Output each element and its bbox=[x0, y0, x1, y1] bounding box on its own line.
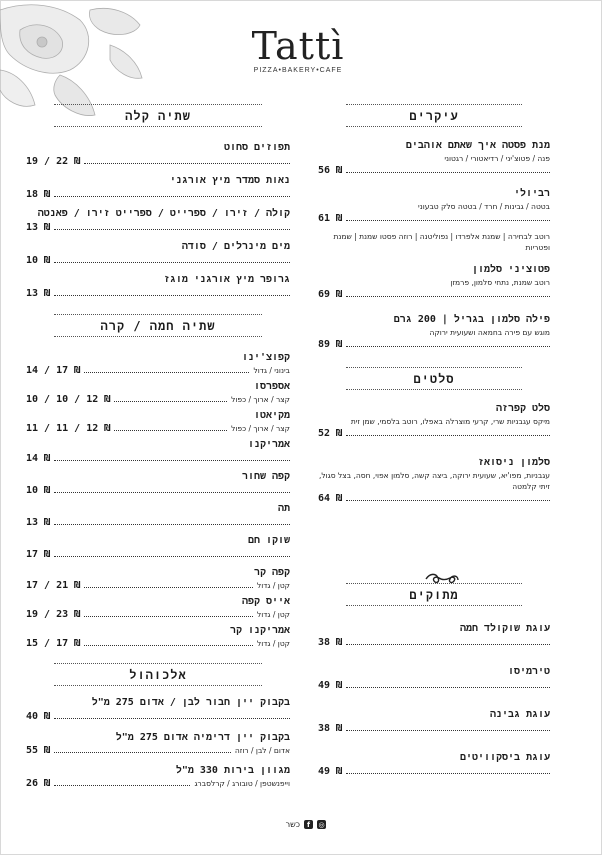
item-price: 38 ₪ bbox=[318, 637, 343, 648]
brand-logo bbox=[243, 26, 353, 74]
right-column bbox=[318, 104, 550, 786]
menu-item bbox=[26, 141, 290, 168]
instagram-icon[interactable]: ◎ bbox=[318, 820, 325, 829]
menu-item bbox=[26, 624, 290, 649]
item-name: טירמיסו bbox=[507, 666, 550, 677]
menu-item bbox=[318, 751, 550, 778]
item-price-row bbox=[318, 722, 550, 735]
brand-tagline: PIZZA•BAKERY•CAFE bbox=[253, 67, 343, 74]
menu-item bbox=[26, 351, 290, 376]
item-description: קטן / גדול bbox=[256, 639, 290, 648]
item-price: 49 ₪ bbox=[318, 766, 343, 777]
item-price-row bbox=[26, 745, 290, 756]
item-name: אייס קפה bbox=[241, 596, 290, 607]
item-price: 40 ₪ bbox=[26, 711, 51, 722]
dot-leader bbox=[346, 296, 550, 297]
item-price-row bbox=[26, 778, 290, 789]
item-name: קולה / זירו / ספרייט / ספרייט זירו / פאנטה bbox=[37, 208, 290, 219]
dot-leader bbox=[84, 163, 290, 164]
item-price: 19 / 23 ₪ bbox=[26, 609, 81, 620]
item-name: קפה שחור bbox=[241, 471, 290, 482]
item-price: 15 / 17 ₪ bbox=[26, 638, 81, 649]
section-title-desserts: מתוקים bbox=[346, 583, 522, 606]
dot-leader bbox=[346, 730, 550, 731]
item-price: 55 ₪ bbox=[26, 745, 51, 756]
item-name: קפה קר bbox=[253, 567, 290, 578]
menu-item bbox=[26, 438, 290, 465]
dot-leader bbox=[54, 492, 290, 493]
item-description: קטן / גדול bbox=[256, 610, 290, 619]
item-price-row bbox=[26, 516, 290, 529]
menu-item bbox=[26, 502, 290, 529]
dot-leader bbox=[54, 785, 190, 786]
section-title-mains: עיקרים bbox=[346, 104, 522, 127]
item-description: קצר / ארוך / כפול bbox=[231, 424, 290, 433]
item-price-row bbox=[318, 338, 550, 351]
left-column bbox=[26, 104, 290, 797]
menu-item bbox=[318, 456, 550, 505]
item-name: קפוצ'ינו bbox=[241, 352, 290, 363]
item-price-row bbox=[26, 580, 290, 591]
dot-leader bbox=[346, 500, 550, 501]
dot-leader bbox=[84, 645, 253, 646]
item-price: 18 ₪ bbox=[26, 189, 51, 200]
item-description: קצר / ארוך / כפול bbox=[231, 395, 290, 404]
menu-item bbox=[26, 380, 290, 405]
item-price-row bbox=[318, 636, 550, 649]
item-price: 61 ₪ bbox=[318, 213, 343, 224]
item-name: שוקו חם bbox=[247, 535, 290, 546]
item-price: 11 / 11 / 12 ₪ bbox=[26, 423, 111, 434]
item-name: סלט קפרזה bbox=[495, 403, 550, 414]
item-price-row bbox=[26, 710, 290, 723]
dot-leader bbox=[54, 556, 290, 557]
menu-item bbox=[26, 207, 290, 234]
section-title-hot-drinks: שתיה חמה / קרה bbox=[54, 314, 262, 337]
item-name: רביולי bbox=[513, 188, 550, 199]
item-description: עגבניות, מפו'יא, שעועית ירוקה, ביצה קשה, סלמון אפוי, חסה, בצל סגול, זיתי קלמטה bbox=[318, 471, 550, 491]
item-price-row bbox=[26, 287, 290, 300]
menu-item bbox=[318, 402, 550, 440]
dot-leader bbox=[346, 687, 550, 688]
dot-leader bbox=[84, 372, 249, 373]
menu-item bbox=[26, 731, 290, 756]
dot-leader bbox=[54, 752, 231, 753]
item-price: 10 ₪ bbox=[26, 485, 51, 496]
item-price: 13 ₪ bbox=[26, 517, 51, 528]
dot-leader bbox=[346, 172, 550, 173]
menu-item bbox=[26, 240, 290, 267]
item-name: אמריקנו קר bbox=[229, 625, 290, 636]
item-name: אספרסו bbox=[253, 381, 290, 392]
dot-leader bbox=[54, 718, 290, 719]
section-title-cold-drinks: שתיה קלה bbox=[54, 104, 262, 127]
menu-item bbox=[26, 696, 290, 723]
facebook-icon[interactable]: f bbox=[304, 820, 313, 829]
item-price: 14 / 17 ₪ bbox=[26, 365, 81, 376]
section-title-salads: סלטים bbox=[346, 367, 522, 390]
item-description: פנה / פטוצ'יני / רדיאטורי / רגטוני bbox=[444, 154, 550, 163]
footer bbox=[278, 820, 326, 829]
item-name: עוגת שוקולד חמה bbox=[459, 623, 550, 634]
item-price-row bbox=[26, 548, 290, 561]
menu-item bbox=[26, 409, 290, 434]
menu-item bbox=[318, 187, 550, 253]
item-name: סלמון ניסואז bbox=[477, 457, 550, 468]
item-price-row bbox=[318, 212, 550, 225]
item-sauce-options: רוטב לבחירה | שמנת אלפרדו | נפוליטנה | רוזה פסטו שמנת | שמנת ופטריות bbox=[333, 232, 550, 252]
item-name: אמריקנו bbox=[247, 439, 290, 450]
item-price-row bbox=[318, 765, 550, 778]
item-price: 26 ₪ bbox=[26, 778, 51, 789]
menu-item bbox=[26, 566, 290, 591]
item-price: 17 / 21 ₪ bbox=[26, 580, 81, 591]
section-title-alcohol: אלכוהול bbox=[54, 663, 262, 686]
dot-leader bbox=[84, 616, 253, 617]
kosher-label: כשר bbox=[285, 820, 300, 829]
item-price: 10 ₪ bbox=[26, 255, 51, 266]
item-price: 69 ₪ bbox=[318, 289, 343, 300]
item-description: רוטב שמנת, נתחי סלמון, פרמזן bbox=[450, 278, 550, 287]
dot-leader bbox=[114, 401, 227, 402]
dot-leader bbox=[54, 229, 290, 230]
menu-item bbox=[26, 534, 290, 561]
item-name: פילה סלמון בגריל | 200 גרם bbox=[393, 314, 550, 325]
item-name: נאות סמדר מיץ אורגני bbox=[169, 175, 290, 186]
item-price: 56 ₪ bbox=[318, 165, 343, 176]
item-price: 14 ₪ bbox=[26, 453, 51, 464]
dot-leader bbox=[346, 435, 550, 436]
item-price-row bbox=[318, 679, 550, 692]
brand-name: Tattì bbox=[251, 24, 345, 68]
item-price-row bbox=[26, 609, 290, 620]
item-price-row bbox=[26, 188, 290, 201]
dot-leader bbox=[54, 524, 290, 525]
item-price-row bbox=[26, 452, 290, 465]
item-name: עוגת ביסקוויטים bbox=[459, 752, 550, 763]
item-price-row bbox=[318, 492, 550, 505]
menu-item bbox=[26, 273, 290, 300]
dot-leader bbox=[346, 644, 550, 645]
item-name: בקבוק יין חבור לבן / אדום 275 מ"ל bbox=[91, 697, 290, 708]
menu-item bbox=[26, 470, 290, 497]
item-price-row bbox=[26, 155, 290, 168]
item-price: 10 / 10 / 12 ₪ bbox=[26, 394, 111, 405]
item-price: 52 ₪ bbox=[318, 428, 343, 439]
item-price-row bbox=[318, 427, 550, 440]
dot-leader bbox=[54, 262, 290, 263]
item-price-row bbox=[318, 288, 550, 301]
item-description: אדום / לבן / רוזה bbox=[234, 746, 290, 755]
menu-item bbox=[318, 139, 550, 177]
dot-leader bbox=[346, 346, 550, 347]
item-description: מוגש עם פירה בחמאה ושעועית ירוקה bbox=[429, 328, 550, 337]
item-price-row bbox=[26, 221, 290, 234]
item-price-row bbox=[318, 164, 550, 177]
menu-item bbox=[26, 595, 290, 620]
item-price: 17 ₪ bbox=[26, 549, 51, 560]
swirl-ornament-icon bbox=[424, 572, 460, 586]
menu-item bbox=[318, 313, 550, 351]
item-description: מיקס עגבניות שרי, קרעי מוצרלה באפלו, רוטב בלסמי, שמן זית bbox=[350, 417, 550, 426]
menu-item bbox=[318, 665, 550, 692]
item-description: קטן / גדול bbox=[256, 581, 290, 590]
item-description: בטטה / גבינות / חרד / בטטה סלק טבעוני bbox=[418, 202, 550, 211]
item-price: 38 ₪ bbox=[318, 723, 343, 734]
item-price-row bbox=[26, 638, 290, 649]
item-name: מקיאטו bbox=[253, 410, 290, 421]
menu-item bbox=[26, 764, 290, 789]
menu-item bbox=[318, 622, 550, 649]
item-price-row bbox=[26, 254, 290, 267]
item-price: 89 ₪ bbox=[318, 339, 343, 350]
item-name: מנת פסטה איך שאתם אוהבים bbox=[405, 140, 550, 151]
item-price-row bbox=[26, 423, 290, 434]
dot-leader bbox=[54, 460, 290, 461]
item-name: תפוזים סחוט bbox=[223, 142, 290, 153]
item-price-row bbox=[26, 365, 290, 376]
menu-item bbox=[318, 708, 550, 735]
item-name: בקבוק יין דרימיה אדום 275 מ"ל bbox=[115, 732, 290, 743]
dot-leader bbox=[54, 196, 290, 197]
dot-leader bbox=[84, 587, 253, 588]
dot-leader bbox=[114, 430, 227, 431]
dot-leader bbox=[346, 773, 550, 774]
item-price-row bbox=[26, 484, 290, 497]
menu-item bbox=[318, 263, 550, 301]
item-name: עוגת גבינה bbox=[489, 709, 550, 720]
item-price: 49 ₪ bbox=[318, 680, 343, 691]
item-name: פטוציני סלמון bbox=[471, 264, 550, 275]
item-price: 13 ₪ bbox=[26, 288, 51, 299]
item-price-row bbox=[26, 394, 290, 405]
dot-leader bbox=[346, 220, 550, 221]
item-name: תה bbox=[277, 503, 290, 514]
item-description: בינוני / גדול bbox=[253, 366, 290, 375]
item-price: 13 ₪ bbox=[26, 222, 51, 233]
item-price: 19 / 22 ₪ bbox=[26, 156, 81, 167]
item-description: וייפנשטפן / טובורג / קרלסברג bbox=[194, 779, 290, 788]
item-name: מים מינרלים / סודה bbox=[181, 241, 290, 252]
item-name: מגוון בירות 330 מ"ל bbox=[175, 765, 290, 776]
item-name: גרופר מיץ אורגני מוגז bbox=[163, 274, 290, 285]
item-price: 64 ₪ bbox=[318, 493, 343, 504]
menu-item bbox=[26, 174, 290, 201]
dot-leader bbox=[54, 295, 290, 296]
